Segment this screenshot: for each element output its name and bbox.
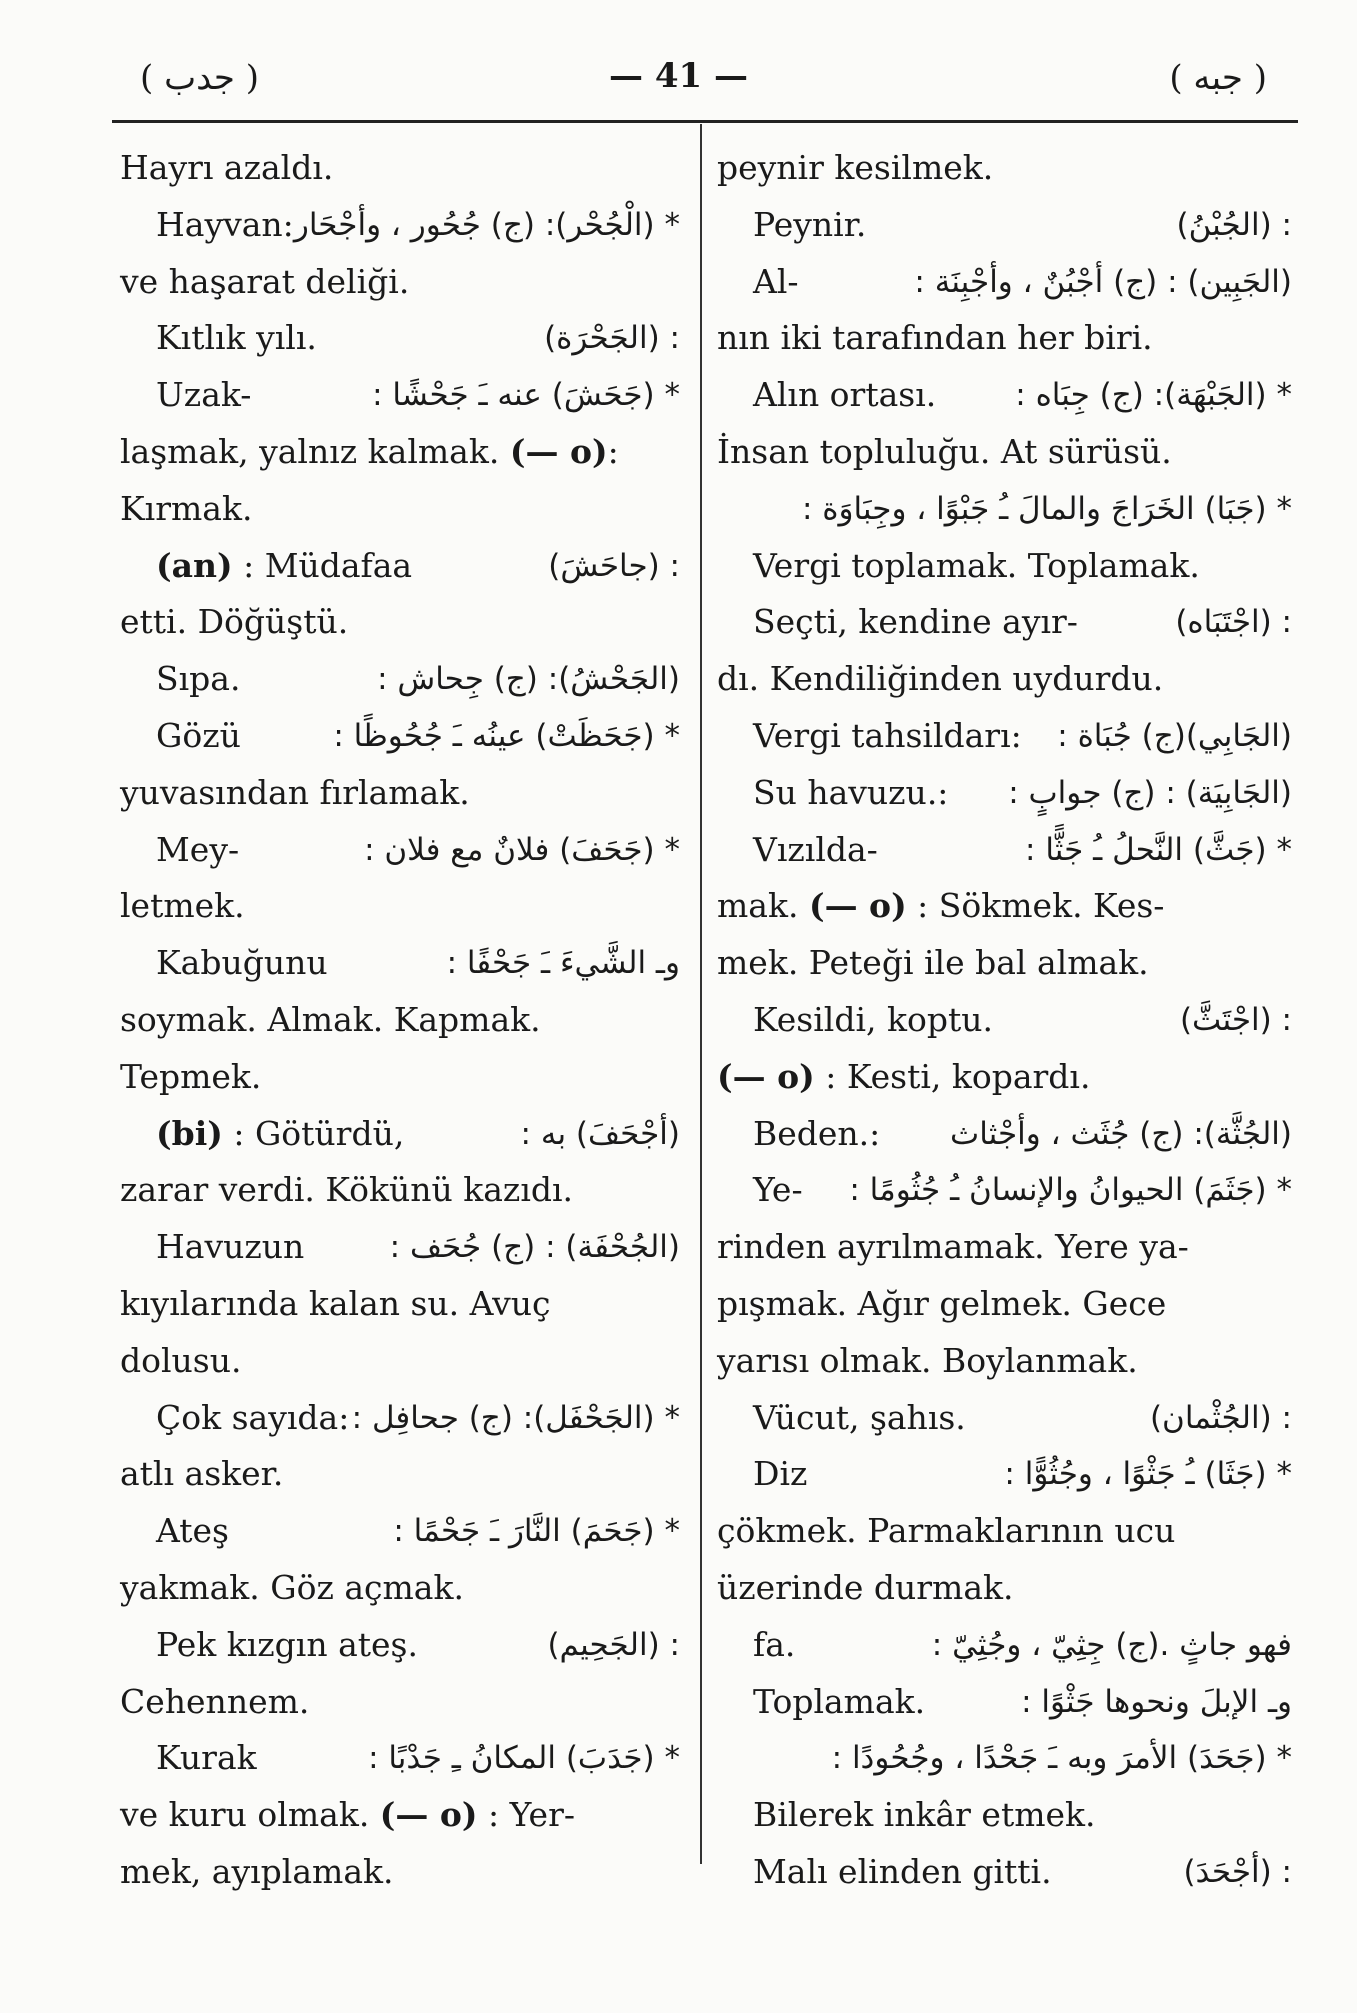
entry-line <box>717 765 1292 822</box>
entry-line <box>120 1333 680 1390</box>
entry-line <box>120 935 680 992</box>
turkish-text: Kurak <box>156 1738 257 1778</box>
entry-line <box>120 1617 680 1674</box>
turkish-text: Cehennem. <box>120 1681 310 1721</box>
turkish-text: Kıtlık yılı. <box>156 318 317 358</box>
turkish-text: Tepmek. <box>120 1056 262 1096</box>
arabic-headword: فهو جاثٍ .(ج) جِثِيّ ، وجُثِيّ : <box>931 1626 1292 1663</box>
entry-line <box>717 1503 1292 1560</box>
entry-line <box>717 935 1292 992</box>
header-right-entry: ( جبه ) <box>1169 58 1267 98</box>
turkish-text: Kesildi, koptu. <box>753 999 993 1039</box>
entry-line <box>120 822 680 879</box>
entry-line <box>717 1049 1292 1106</box>
entry-line <box>717 310 1292 367</box>
turkish-text: Toplamak. <box>753 1681 926 1721</box>
turkish-text: peynir kesilmek. <box>717 148 994 187</box>
entry-line <box>120 1219 680 1276</box>
turkish-text: fa. <box>753 1624 796 1664</box>
turkish-text: Sıpa. <box>156 659 241 699</box>
entry-line <box>717 1844 1292 1901</box>
turkish-text: Havuzun <box>156 1227 305 1267</box>
entry-line <box>120 424 680 481</box>
turkish-text: Su havuzu.: <box>753 772 949 812</box>
turkish-text: ve kuru olmak. (— o) : Yer- <box>120 1795 576 1835</box>
turkish-text: ve haşarat deliği. <box>120 261 410 301</box>
arabic-headword: (الجُثَّة): (ج) جُثَث ، وأجْثاث <box>950 1115 1292 1152</box>
entry-line <box>717 651 1292 708</box>
entry-line <box>717 1162 1292 1219</box>
turkish-text: Al- <box>753 261 799 301</box>
arabic-headword: (الجَابِيَة) : (ج) جوابٍ : <box>1008 774 1292 811</box>
arabic-headword: : (الجُثْمان) <box>1149 1399 1292 1436</box>
page-number: — 41 — <box>609 56 748 96</box>
header-rule <box>112 120 1298 123</box>
arabic-headword: (الجَبِين) : (ج) أجْبُنٌ ، وأجْبِنَة : <box>914 263 1292 300</box>
header-left-entry: ( جدب ) <box>140 58 260 98</box>
entry-line <box>120 1503 680 1560</box>
arabic-headword: وـ الشَّيءَ ـَ جَحْفًا : <box>446 945 680 982</box>
turkish-text: yuvasından fırlamak. <box>120 772 470 812</box>
entry-line <box>120 367 680 424</box>
turkish-text: Kırmak. <box>120 488 253 528</box>
turkish-text: Gözü <box>156 715 241 755</box>
turkish-text: dı. Kendiliğinden uydurdu. <box>717 659 1164 699</box>
entry-line <box>120 765 680 822</box>
arabic-headword: وـ الإبلَ ونحوها جَثْوًا : <box>1021 1683 1292 1720</box>
arabic-headword: * (جَثَا) ـُ جَثْوًا ، وجُثُوًّا : <box>1004 1456 1292 1493</box>
entry-line <box>717 1674 1292 1731</box>
turkish-text: mek. Peteği ile bal almak. <box>717 943 1149 983</box>
entry-line <box>717 424 1292 481</box>
entry-line <box>717 1730 1292 1787</box>
entry-line <box>120 1560 680 1617</box>
turkish-text: nın iki tarafından her biri. <box>717 318 1153 358</box>
arabic-headword: : (اجْتَبَاه) <box>1175 604 1292 641</box>
arabic-headword: (الجَابِي)(ج) جُبَاة : <box>1057 717 1292 754</box>
turkish-text: çökmek. Parmaklarının ucu <box>717 1511 1176 1551</box>
arabic-headword: * (جَبَا) الخَرَاجَ والمالَ ـُ جَبْوًا ، وجِبَاوَة : <box>801 490 1292 527</box>
turkish-text: etti. Döğüştü. <box>120 602 349 642</box>
entry-line <box>717 1333 1292 1390</box>
arabic-headword: * (جَثَّ) النَّحلُ ـُ جَثًّا : <box>1025 831 1292 868</box>
turkish-text: Uzak- <box>156 375 252 415</box>
entry-line <box>717 481 1292 538</box>
entry-line <box>717 1276 1292 1333</box>
turkish-text: dolusu. <box>120 1340 242 1380</box>
arabic-headword: : (أجْحَدَ) <box>1183 1853 1292 1890</box>
turkish-text: Hayrı azaldı. <box>120 148 334 187</box>
entry-line <box>120 1276 680 1333</box>
turkish-text: yarısı olmak. Boylanmak. <box>717 1340 1138 1380</box>
entry-line <box>120 878 680 935</box>
arabic-headword: * (الجَبْهَة): (ج) جِبَاه : <box>1015 377 1292 414</box>
entry-line <box>717 538 1292 595</box>
turkish-text: Vergi toplamak. Toplamak. <box>753 545 1200 585</box>
entry-line <box>120 1730 680 1787</box>
turkish-text: atlı asker. <box>120 1454 284 1494</box>
entry-line <box>120 1674 680 1731</box>
entry-line <box>717 1106 1292 1163</box>
entry-line <box>717 140 1292 197</box>
turkish-text: kıyılarında kalan su. Avuç <box>120 1283 551 1323</box>
arabic-headword: * (جَحَظَتْ) عينُه ـَ جُحُوظًا : <box>333 717 680 754</box>
arabic-headword: : (اجْتَثَّ) <box>1179 1001 1292 1038</box>
turkish-text: Ateş <box>156 1511 229 1551</box>
turkish-text: letmek. <box>120 886 245 926</box>
arabic-headword: : (الجَحِيم) <box>547 1626 680 1663</box>
entry-line <box>120 651 680 708</box>
arabic-headword: * (جَثَمَ) الحيوانُ والإنسانُ ـُ جُثُومًا : <box>849 1172 1292 1209</box>
entry-line <box>717 1219 1292 1276</box>
entry-line <box>120 254 680 311</box>
turkish-text: laşmak, yalnız kalmak. (— o): <box>120 431 619 471</box>
turkish-text: Hayvan: <box>156 204 294 244</box>
entry-line <box>717 1617 1292 1674</box>
entry-line <box>120 1446 680 1503</box>
turkish-text: Peynir. <box>753 204 867 244</box>
entry-line <box>717 1390 1292 1447</box>
column-divider <box>700 124 702 1864</box>
entry-line <box>120 1106 680 1163</box>
entry-line <box>120 140 680 197</box>
arabic-headword: * (الْجُحْر): (ج) جُحُور ، وأجْحَار <box>293 206 680 243</box>
right-column <box>717 140 1292 1901</box>
entry-line <box>717 1446 1292 1503</box>
entry-line <box>120 197 680 254</box>
turkish-text: üzerinde durmak. <box>717 1567 1014 1607</box>
turkish-text: Ye- <box>753 1170 803 1210</box>
left-column <box>120 140 680 1901</box>
entry-line <box>717 197 1292 254</box>
entry-line <box>120 1049 680 1106</box>
turkish-text: Alın ortası. <box>753 375 937 415</box>
arabic-headword: (الجَحْشُ): (ج) جِحاش : <box>377 661 680 698</box>
entry-line <box>717 1560 1292 1617</box>
entry-line <box>120 481 680 538</box>
arabic-headword: : (الجَحْرَة) <box>544 320 680 357</box>
turkish-text: Bilerek inkâr etmek. <box>753 1795 1096 1835</box>
entry-line <box>120 1844 680 1901</box>
entry-line <box>120 538 680 595</box>
arabic-headword: * (جَحَمَ) النَّارَ ـَ جَحْمًا : <box>393 1513 680 1550</box>
arabic-headword: : (جاحَشَ) <box>548 547 680 584</box>
arabic-headword: * (جَحَشَ) عنه ـَ جَحْشًا : <box>372 377 680 414</box>
turkish-text: (an) : Müdafaa <box>156 545 413 585</box>
turkish-text: rinden ayrılmamak. Yere ya- <box>717 1227 1189 1267</box>
arabic-headword: (أجْحَفَ) به : <box>520 1115 680 1152</box>
turkish-text: Diz <box>753 1454 808 1494</box>
turkish-text: Malı elinden gitti. <box>753 1851 1052 1891</box>
turkish-text: pışmak. Ağır gelmek. Gece <box>717 1283 1167 1323</box>
entry-line <box>120 1162 680 1219</box>
turkish-text: (bi) : Götürdü, <box>156 1113 405 1153</box>
entry-line <box>717 254 1292 311</box>
entry-line <box>717 992 1292 1049</box>
turkish-text: Pek kızgın ateş. <box>156 1624 418 1664</box>
entry-line <box>120 594 680 651</box>
entry-line <box>717 708 1292 765</box>
entry-line <box>717 878 1292 935</box>
turkish-text: Kabuğunu <box>156 943 328 983</box>
turkish-text: Çok sayıda: <box>156 1397 350 1437</box>
turkish-text: Vücut, şahıs. <box>753 1397 966 1437</box>
arabic-headword: * (جَحَفَ) فلانٌ مع فلان : <box>364 831 680 868</box>
turkish-text: zarar verdi. Kökünü kazıdı. <box>120 1170 574 1210</box>
turkish-text: Vergi tahsildarı: <box>753 715 1022 755</box>
entry-line <box>120 1390 680 1447</box>
entry-line <box>717 594 1292 651</box>
entry-line <box>717 367 1292 424</box>
entry-line <box>717 822 1292 879</box>
turkish-text: Vızılda- <box>753 829 878 869</box>
turkish-text: Seçti, kendine ayır- <box>753 602 1078 642</box>
entry-line <box>120 1787 680 1844</box>
turkish-text: İnsan topluluğu. At sürüsü. <box>717 431 1172 471</box>
arabic-headword: * (جَحَدَ) الأمرَ وبه ـَ جَحْدًا ، وجُحُودًا : <box>831 1740 1292 1777</box>
entry-line <box>717 1787 1292 1844</box>
turkish-text: (— o) : Kesti, kopardı. <box>717 1056 1091 1096</box>
turkish-text: soymak. Almak. Kapmak. <box>120 999 541 1039</box>
turkish-text: Beden.: <box>753 1113 881 1153</box>
arabic-headword: * (الجَحْفَل): (ج) جحافِل : <box>351 1399 680 1436</box>
entry-line <box>120 310 680 367</box>
arabic-headword: (الجُحْفَة) : (ج) جُحَف : <box>389 1229 680 1266</box>
arabic-headword: * (جَدَبَ) المكانُ ـِ جَدْبًا : <box>368 1740 680 1777</box>
turkish-text: Mey- <box>156 829 240 869</box>
turkish-text: yakmak. Göz açmak. <box>120 1567 464 1607</box>
turkish-text: mek, ayıplamak. <box>120 1851 394 1891</box>
turkish-text: mak. (— o) : Sökmek. Kes- <box>717 886 1165 926</box>
entry-line <box>120 708 680 765</box>
entry-line <box>120 992 680 1049</box>
arabic-headword: : (الجُبْنُ) <box>1176 206 1292 243</box>
